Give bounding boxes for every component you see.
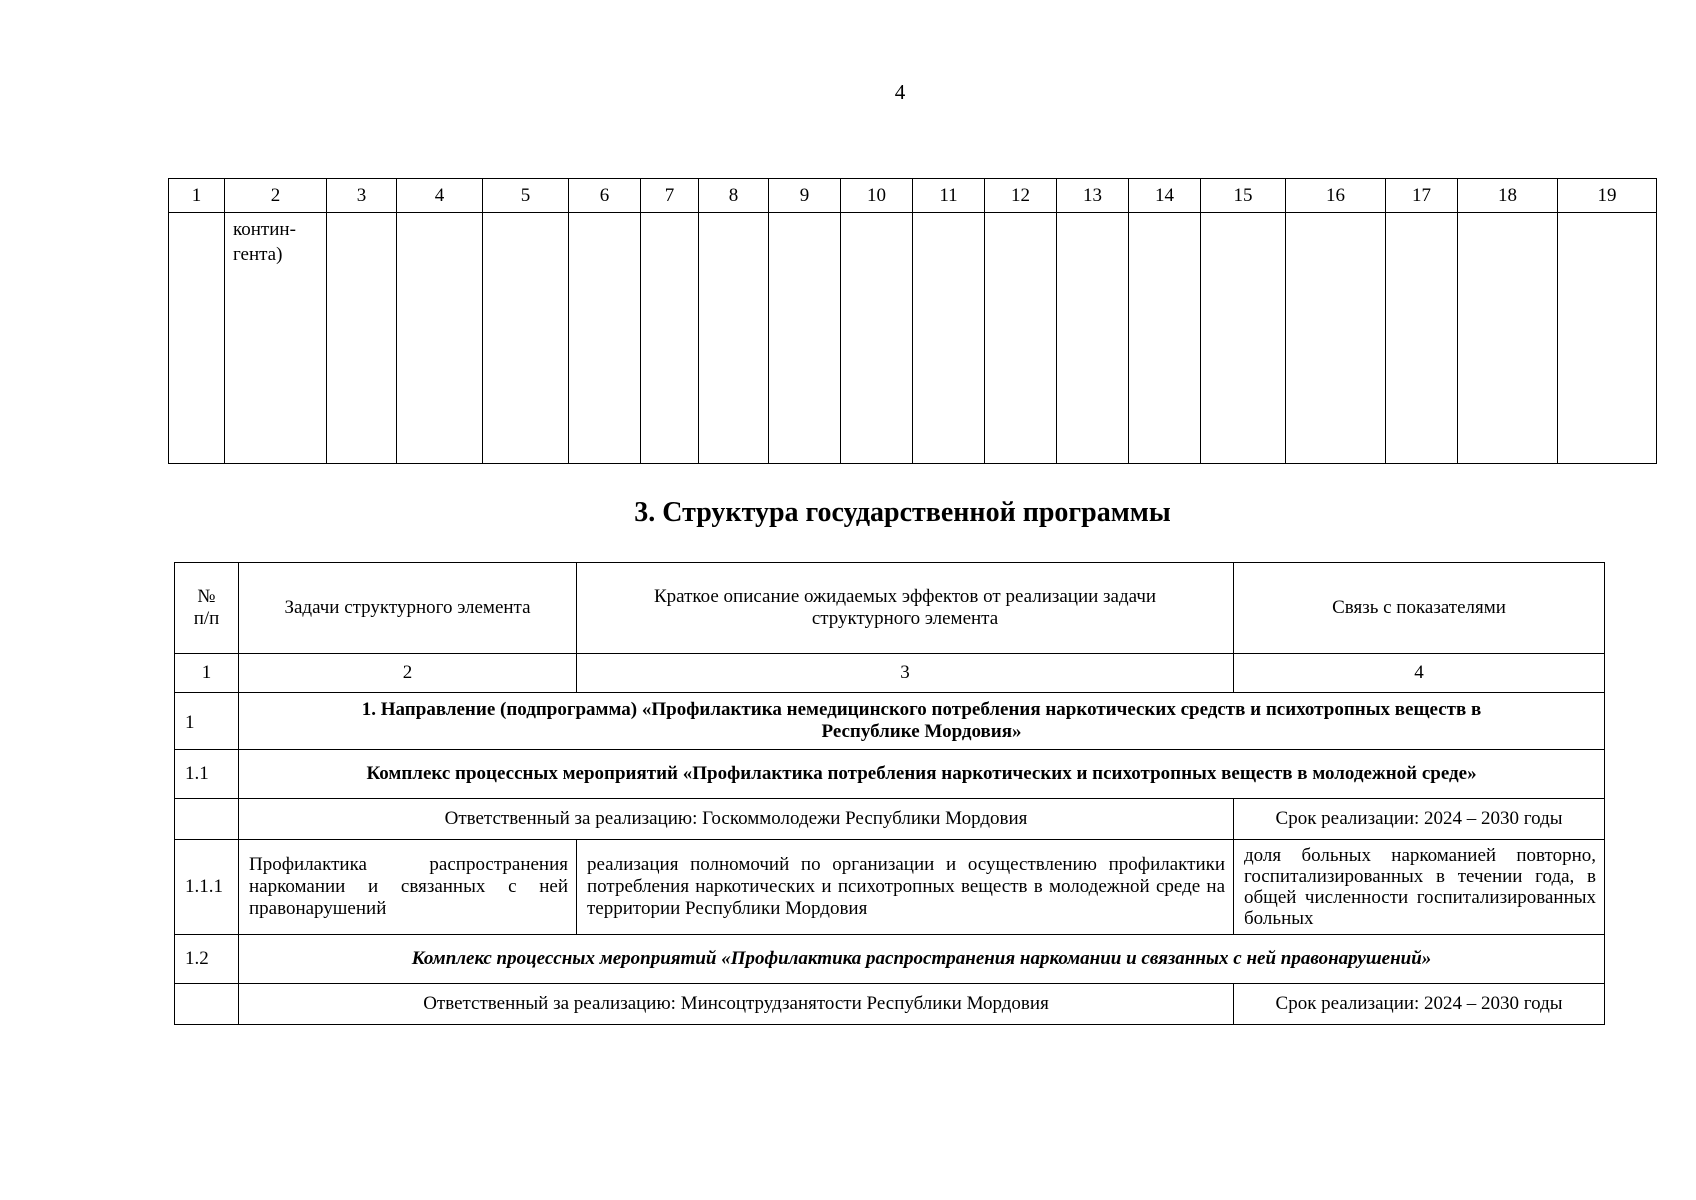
empty-cell [985, 213, 1057, 464]
header-row [175, 563, 1605, 654]
header-num: № п/п [175, 563, 239, 654]
section-title: 3. Структура государственной программы [634, 497, 1171, 528]
empty-cell [699, 213, 769, 464]
column-number: 4 [1234, 654, 1605, 693]
continuation-table [168, 178, 1657, 464]
row-number: 1.2 [175, 935, 239, 984]
program-structure-table [174, 562, 1605, 1025]
column-number-row [175, 654, 1605, 693]
column-number: 14 [1129, 179, 1201, 213]
task-row [175, 840, 1605, 935]
column-number: 2 [239, 654, 577, 693]
effect-text: реализация полномочий по организации и осуществлению профилактики потребления наркотических и психотропных веществ в молодежной среде на территории Республики Мордовия [577, 840, 1234, 935]
empty-cell [483, 213, 569, 464]
column-number: 13 [1057, 179, 1129, 213]
row-number: 1.1 [175, 750, 239, 799]
direction-row [175, 693, 1605, 750]
empty-cell [397, 213, 483, 464]
responsible-text: Ответственный за реализацию: Госкоммолодежи Республики Мордовия [239, 799, 1234, 840]
column-number: 4 [397, 179, 483, 213]
column-number: 9 [769, 179, 841, 213]
empty-cell [175, 984, 239, 1025]
period-text: Срок реализации: 2024 – 2030 годы [1234, 984, 1605, 1025]
row-number: 1 [175, 693, 239, 750]
column-number: 11 [913, 179, 985, 213]
column-number: 18 [1458, 179, 1558, 213]
column-number: 17 [1386, 179, 1458, 213]
empty-cell [175, 799, 239, 840]
column-number: 10 [841, 179, 913, 213]
empty-cell [569, 213, 641, 464]
period-text: Срок реализации: 2024 – 2030 годы [1234, 799, 1605, 840]
column-number: 3 [327, 179, 397, 213]
header-link: Связь с показателями [1234, 563, 1605, 654]
empty-cell [1458, 213, 1558, 464]
column-number: 19 [1558, 179, 1657, 213]
complex-row [175, 750, 1605, 799]
continuation-cell [225, 213, 327, 464]
empty-cell [1558, 213, 1657, 464]
complex-row [175, 935, 1605, 984]
column-number: 15 [1201, 179, 1286, 213]
empty-cell [769, 213, 841, 464]
empty-cell [327, 213, 397, 464]
empty-cell [641, 213, 699, 464]
empty-cell [1386, 213, 1458, 464]
page-number: 4 [894, 80, 906, 104]
complex-title: Комплекс процессных мероприятий «Профилактика распространения наркомании и связанных с ней правонарушений» [239, 935, 1605, 984]
column-number: 12 [985, 179, 1057, 213]
column-number-row [169, 179, 1657, 213]
responsible-row [175, 984, 1605, 1025]
direction-title: 1. Направление (подпрограмма) «Профилактика немедицинского потребления наркотических средств и психотропных веществ в Республике Мордовия» [239, 693, 1605, 750]
empty-cell [169, 213, 225, 464]
column-number: 3 [577, 654, 1234, 693]
indicator-text: доля больных наркоманией повторно, госпитализированных в течении года, в общей численности госпитализированных больных [1234, 840, 1605, 935]
column-number: 8 [699, 179, 769, 213]
row-number: 1.1.1 [175, 840, 239, 935]
column-number: 1 [169, 179, 225, 213]
column-number: 1 [175, 654, 239, 693]
header-tasks: Задачи структурного элемента [239, 563, 577, 654]
complex-title: Комплекс процессных мероприятий «Профилактика потребления наркотических и психотропных веществ в молодежной среде» [239, 750, 1605, 799]
empty-cell [913, 213, 985, 464]
empty-cell [1201, 213, 1286, 464]
continuation-row [169, 213, 1657, 464]
task-text: Профилактика распространения наркомании и связанных с ней правонарушений [239, 840, 577, 935]
responsible-text: Ответственный за реализацию: Минсоцтрудзанятости Республики Мордовия [239, 984, 1234, 1025]
column-number: 5 [483, 179, 569, 213]
column-number: 16 [1286, 179, 1386, 213]
empty-cell [1057, 213, 1129, 464]
empty-cell [1286, 213, 1386, 464]
empty-cell [1129, 213, 1201, 464]
column-number: 7 [641, 179, 699, 213]
column-number: 2 [225, 179, 327, 213]
responsible-row [175, 799, 1605, 840]
continuation-text: контин- гента) [233, 219, 296, 265]
header-description: Краткое описание ожидаемых эффектов от реализации задачи структурного элемента [577, 563, 1234, 654]
column-number: 6 [569, 179, 641, 213]
empty-cell [841, 213, 913, 464]
